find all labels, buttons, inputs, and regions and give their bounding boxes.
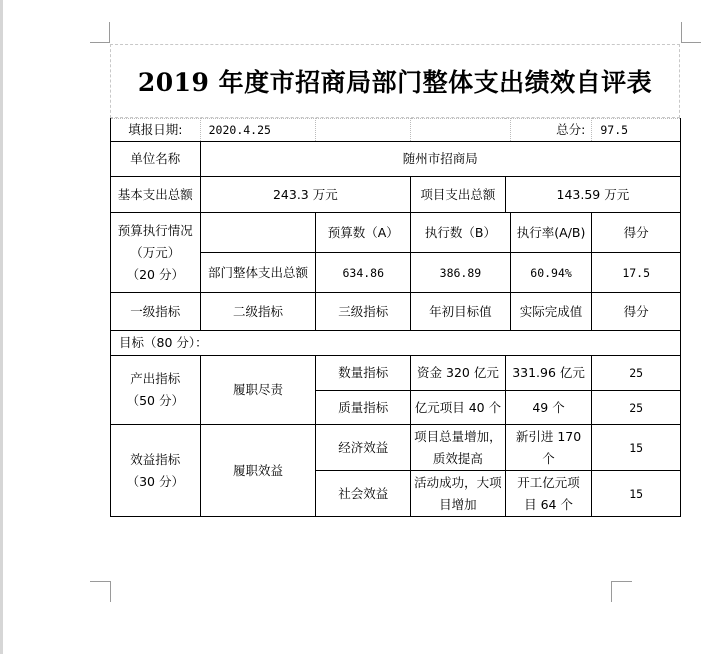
indicator-header-row <box>111 293 681 331</box>
crop-mark-bottom-right <box>611 581 632 602</box>
indicator-header: 年初目标值 <box>411 293 511 331</box>
budget-header-empty <box>200 213 316 253</box>
output-level1 <box>111 356 201 425</box>
indicator-header: 三级指标 <box>316 293 411 331</box>
budget-row-label: 部门整体支出总额 <box>200 253 316 293</box>
benefit-actual <box>505 425 592 471</box>
unit-row <box>111 142 681 177</box>
benefit-actual <box>505 471 592 517</box>
budget-header: 执行率(A/B) <box>510 213 592 253</box>
unit-label: 单位名称 <box>111 142 201 177</box>
benefit-level1-line: （30 分） <box>126 473 184 489</box>
indicator-header: 得分 <box>592 293 681 331</box>
benefit-level3: 经济效益 <box>316 425 411 471</box>
output-score: 25 <box>592 391 681 425</box>
budget-label-line: （20 分） <box>126 266 184 282</box>
output-actual: 49 个 <box>505 391 592 425</box>
crop-mark-top-right-v <box>681 22 682 42</box>
basic-expense-value: 243.3 万元 <box>200 177 410 213</box>
project-expense-label: 项目支出总额 <box>411 177 506 213</box>
budget-header-row <box>111 213 681 253</box>
benefit-actual-line: 个 <box>542 450 555 466</box>
crop-mark-top-left <box>90 42 110 43</box>
info-empty-cell <box>316 119 411 142</box>
unit-value: 随州市招商局 <box>200 142 680 177</box>
benefit-target-line: 质效提高 <box>432 450 483 466</box>
budget-value: 17.5 <box>592 253 681 293</box>
benefit-actual-line: 目 64 个 <box>524 496 573 512</box>
benefit-target-line: 目增加 <box>439 496 477 512</box>
evaluation-table <box>110 118 681 517</box>
target-label: 目标（80 分）： <box>111 331 681 356</box>
indicator-header: 实际完成值 <box>510 293 592 331</box>
benefit-target <box>411 425 506 471</box>
budget-value: 634.86 <box>316 253 411 293</box>
benefit-score: 15 <box>592 471 681 517</box>
info-row <box>111 119 681 142</box>
output-level3: 数量指标 <box>316 356 411 391</box>
output-level1-line: 产出指标 <box>130 371 181 386</box>
budget-value: 386.89 <box>411 253 511 293</box>
benefit-level3: 社会效益 <box>316 471 411 517</box>
document-title: 2019 年度市招商局部门整体支出绩效自评表 <box>110 44 680 118</box>
benefit-level1-line: 效益指标 <box>130 451 181 467</box>
benefit-score: 15 <box>592 425 681 471</box>
output-level3: 质量指标 <box>316 391 411 425</box>
benefit-target-line: 项目总量增加， <box>414 428 502 444</box>
budget-label <box>111 213 201 293</box>
target-row <box>111 331 681 356</box>
benefit-actual-line: 新引进 170 <box>515 428 582 444</box>
window-left-edge <box>0 0 3 654</box>
project-expense-value: 143.59 万元 <box>505 177 680 213</box>
budget-label-line: 预算执行情况 <box>117 222 193 238</box>
indicator-header: 二级指标 <box>200 293 316 331</box>
budget-value: 60.94% <box>510 253 592 293</box>
budget-label-line: （万元） <box>130 244 181 260</box>
output-target: 资金 320 亿元 <box>411 356 506 391</box>
output-row <box>111 356 681 391</box>
benefit-row <box>111 425 681 471</box>
output-level1-line: （50 分） <box>126 393 184 408</box>
budget-header: 得分 <box>592 213 681 253</box>
benefit-actual-line: 开工亿元项 <box>517 474 580 490</box>
crop-mark-top-left-v <box>109 22 110 42</box>
date-label: 填报日期: <box>111 119 201 142</box>
budget-header: 预算数（A） <box>316 213 411 253</box>
benefit-target-line: 活动成功，大项 <box>414 474 502 490</box>
output-actual: 331.96 亿元 <box>505 356 592 391</box>
score-label: 总分: <box>510 119 592 142</box>
info-empty-cell <box>411 119 511 142</box>
date-value: 2020.4.25 <box>200 119 316 142</box>
output-level2: 履职尽责 <box>200 356 316 425</box>
expense-row <box>111 177 681 213</box>
score-value: 97.5 <box>592 119 681 142</box>
basic-expense-label: 基本支出总额 <box>111 177 201 213</box>
benefit-level2: 履职效益 <box>200 425 316 517</box>
crop-mark-bottom-left <box>90 581 111 602</box>
indicator-header: 一级指标 <box>111 293 201 331</box>
budget-header: 执行数（B） <box>411 213 511 253</box>
benefit-target <box>411 471 506 517</box>
output-score: 25 <box>592 356 681 391</box>
crop-mark-top-right <box>681 42 701 43</box>
benefit-level1 <box>111 425 201 517</box>
output-target: 亿元项目 40 个 <box>411 391 506 425</box>
